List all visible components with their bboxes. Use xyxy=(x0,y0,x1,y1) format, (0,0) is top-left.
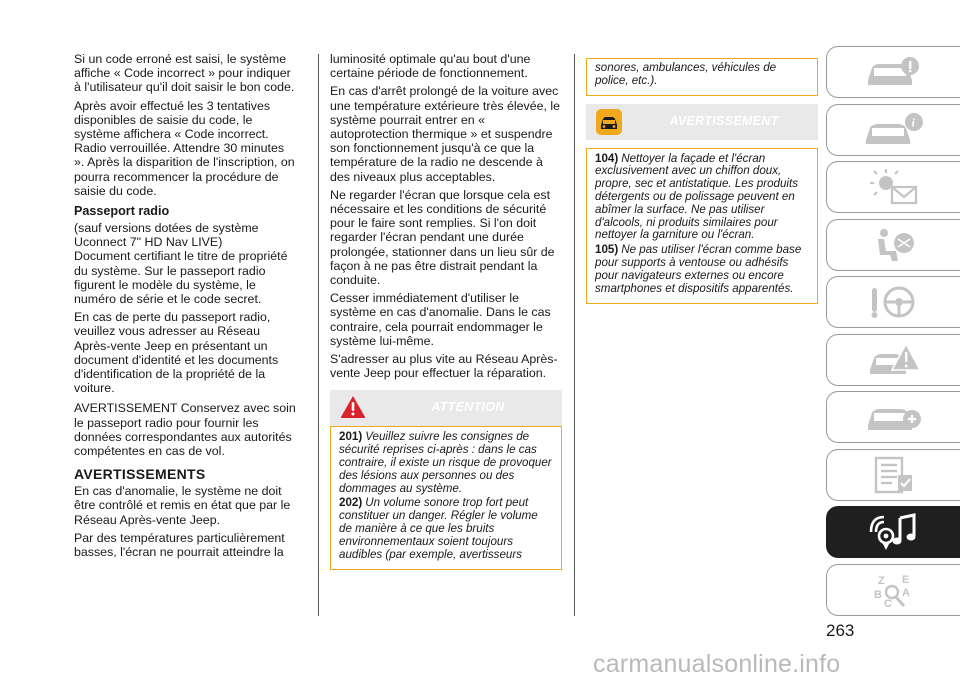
svg-text:Z: Z xyxy=(877,574,885,587)
section-heading: AVERTISSEMENTS xyxy=(74,466,206,483)
attention-title: ATTENTION xyxy=(431,400,505,415)
checklist-specs-icon[interactable] xyxy=(826,449,960,501)
lights-mail-icon[interactable] xyxy=(826,161,960,213)
svg-text:A: A xyxy=(901,586,910,599)
steering-wheel-icon[interactable] xyxy=(826,276,960,328)
attention-item: 201) Veuillez suivre les consignes de sécurité reprises ci-après : dans le cas contraire, il existe un risque de provoquer des lésions aux personnes ou des dommages au système. xyxy=(339,430,552,495)
paragraph: Après avoir effectué les 3 tentatives disponibles de saisie du code, le système affichera « Code incorrect. Radio verrouillée. Attendre 30 minutes ». Après la disparition de l'inscription, on pourra recommencer la procédure de saisie du code. xyxy=(74,98,295,198)
paragraph: (sauf versions dotées de système Uconnect 7" HD Nav LIVE) xyxy=(74,221,259,250)
paragraph: En cas d'anomalie, le système ne doit être contrôlé et remis en état que par le Réseau Après-vente Jeep. xyxy=(74,484,291,527)
road-warning-icon[interactable] xyxy=(826,334,960,386)
paragraph: Cesser immédiatement d'utiliser le système en cas d'anomalie. Dans le cas contraire, cela pourrait endommager le système lui-même. xyxy=(330,291,551,348)
warning-item: 105) Ne pas utiliser l'écran comme base pour supports à ventouse ou adhésifs pour navigateurs externes ou encore smartphones et dispositifs apparentés. xyxy=(595,243,802,295)
chapter-tabs xyxy=(826,46,960,621)
warning-box xyxy=(586,148,818,305)
paragraph: En cas d'arrêt prolongé de la voiture avec une température extérieure très élevée, le système pourrait entrer en « autoprotection thermique » et suspendre son fonctionnement jusqu'à ce que la température de la radio ne descende à des niveaux plus acceptables. xyxy=(330,84,561,184)
column-divider xyxy=(318,54,319,616)
attention-box xyxy=(330,426,562,570)
warning-item: 104) Nettoyer la façade et l'écran exclusivement avec un chiffon doux, propre, sec et antistatique. Les produits détergents ou de polissage peuvent en abîmer la surface. Ne pas utiliser d'alcools, ni produits similaires pour nettoyer la garniture ou l'écran. xyxy=(595,151,799,242)
section-heading: Passeport radio xyxy=(74,204,170,219)
car-service-icon[interactable] xyxy=(826,391,960,443)
svg-text:C: C xyxy=(883,597,892,610)
warning-banner xyxy=(586,104,818,140)
paragraph: En cas de perte du passeport radio, veuillez vous adresser au Réseau Après-vente Jeep en présentant un document d'identité et les documents d'identification de la propriété de la voiture. xyxy=(74,310,279,396)
watermark: carmanualsonline.info xyxy=(593,650,841,678)
alphabet-index-icon[interactable] xyxy=(826,564,960,616)
warning-title: AVERTISSEMENT xyxy=(669,113,779,128)
attention-item: 202) Un volume sonore trop fort peut constituer un danger. Régler le volume de manière à ce que les bruits environnementaux soient toujours audibles (par exemple, avertisseurs xyxy=(339,496,538,561)
svg-text:i: i xyxy=(911,115,915,129)
paragraph: Document certifiant le titre de propriété du système. Sur le passeport radio figurent le modèle du système, le numéro de série et le code secret. xyxy=(74,249,288,307)
column-divider xyxy=(574,54,575,616)
paragraph: Ne regarder l'écran que lorsque cela est nécessaire et les conditions de sécurité pour le faire sont remplies. Si l'on doit regarder l'écran pendant une durée prolongée, stationner dans un lieu sûr de façon à ne pas être distrait pendant la conduite. xyxy=(330,187,555,288)
paragraph: Par des températures particulièrement basses, l'écran ne pourrait atteindre la xyxy=(74,530,285,560)
paragraph: AVERTISSEMENT Conservez avec soin le passeport radio pour fournir les données correspondantes aux autorités compétentes en cas de vol. xyxy=(74,401,296,459)
column-right xyxy=(586,58,818,312)
airbag-seat-icon[interactable] xyxy=(826,219,960,271)
svg-text:E: E xyxy=(901,573,909,586)
paragraph: luminosité optimale qu'au bout d'une certaine période de fonctionnement. xyxy=(330,52,531,81)
continued-note-box xyxy=(586,58,818,96)
continued-text: sonores, ambulances, véhicules de police, etc.). xyxy=(595,61,777,87)
paragraph: S'adresser au plus vite au Réseau Après-vente Jeep pour effectuer la réparation. xyxy=(330,352,558,381)
column-middle xyxy=(330,52,562,578)
paragraph: Si un code erroné est saisi, le système affiche « Code incorrect » pour indiquer à l'utilisateur qu'il doit saisir le bon code. xyxy=(74,52,295,95)
multimedia-music-icon[interactable] xyxy=(826,506,960,558)
column-left xyxy=(74,52,296,563)
svg-text:B: B xyxy=(873,588,882,601)
attention-banner xyxy=(330,390,562,426)
dashboard-info-icon[interactable] xyxy=(826,104,960,156)
car-info-icon[interactable] xyxy=(826,46,960,98)
page-number: 263 xyxy=(826,621,855,640)
